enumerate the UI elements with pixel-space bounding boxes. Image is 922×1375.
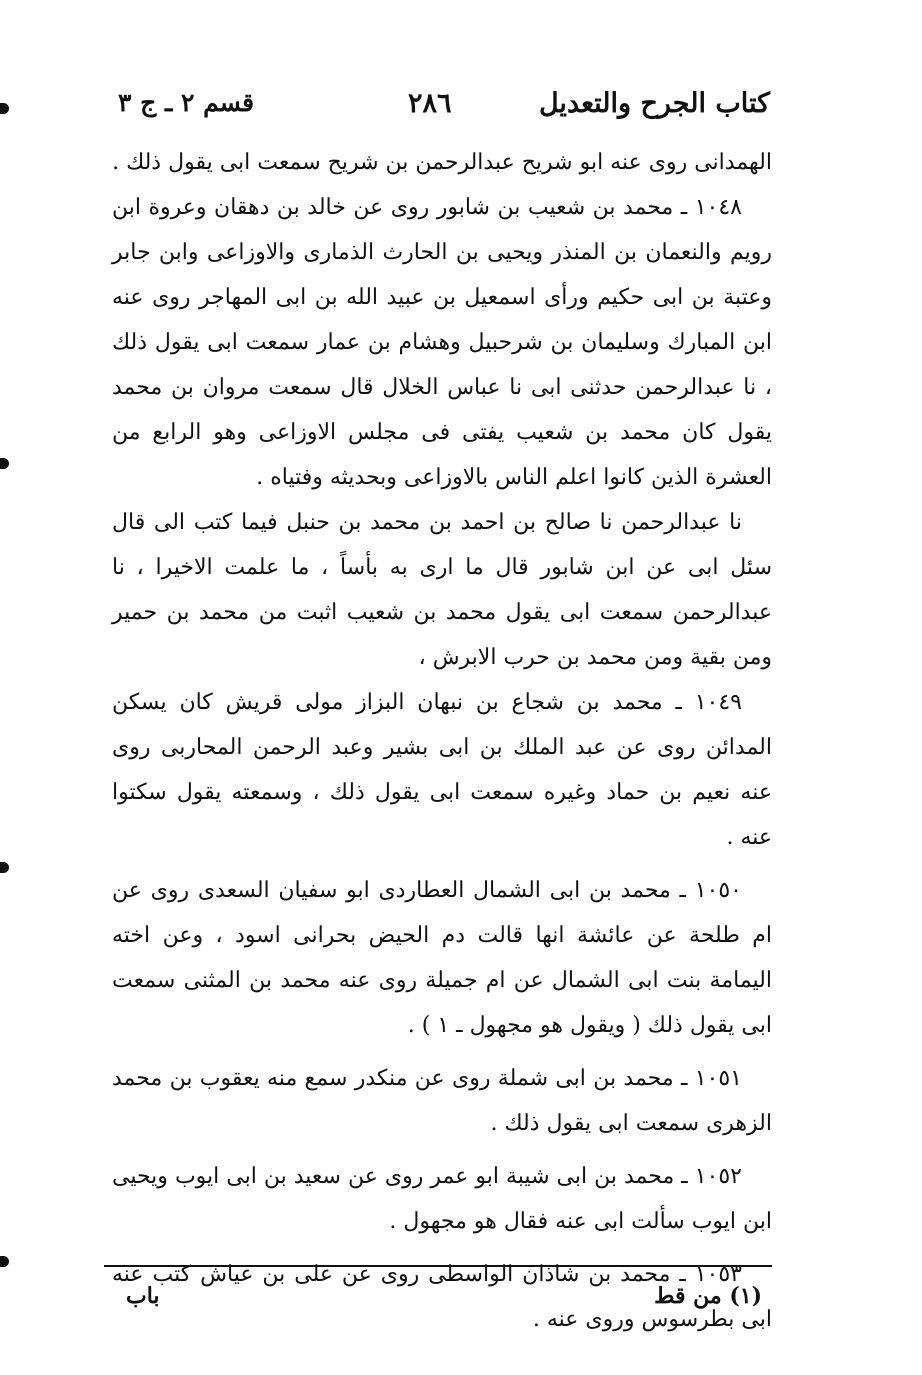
entry-1051: ١٠٥١ ـ محمد بن ابى شملة روى عن منكدر سمع منه يعقوب بن محمد الزهرى سمعت ابى يقول ذلك . bbox=[112, 1066, 772, 1136]
entry-1050: ١٠٥٠ ـ محمد بن ابى الشمال العطاردى ابو سفيان السعدى روى عن ام طلحة عن عائشة انها قالت دم الحيض بحرانى اسود ، وعن اخته اليمامة بنت ابى الشمال عن ام جميلة روى عنه محمد بن المثنى سمعت ابى يقول ذلك ( ويقول هو مجهول ـ ١ ) . bbox=[112, 878, 772, 1038]
page-edge-mark bbox=[0, 103, 9, 114]
paragraph-1048-note: نا عبدالرحمن نا صالح بن احمد بن محمد بن حنبل فيما كتب الى قال سئل ابى عن ابن شابور قال ما ارى به بأساً ، ما علمت الاخيرا ، نا عبدالرحمن سمعت ابى يقول محمد بن شعيب اثبت من محمد بن حمير ومن بقية ومن محمد بن حرب الابرش ، bbox=[112, 510, 772, 670]
page-edge-mark bbox=[0, 458, 9, 469]
section-label: قسم ٢ ـ ج ٣ bbox=[118, 88, 255, 117]
entry-1048: ١٠٤٨ ـ محمد بن شعيب بن شابور روى عن خالد بن دهقان وعروة ابن رويم والنعمان بن المنذر ويحيى بن الحارث الذمارى والاوزاعى وابن جابر وعتبة بن ابى حكيم ورأى اسمعيل بن عبيد الله بن ابى المهاجر روى عنه ابن المبارك وسليمان بن شرحبيل وهشام بن عمار سمعت ابى يقول ذلك ، نا عبدالرحمن حدثنى ابى نا عباس الخلال قال سمعت مروان بن محمد يقول كان محمد بن شعيب يفتى فى مجلس الاوزاعى وهو الرابع من العشرة الذين كانوا اعلم الناس بالاوزاعى وبحديثه وفتياه . bbox=[112, 195, 772, 490]
catchword: باب bbox=[126, 1283, 160, 1309]
running-header bbox=[118, 88, 770, 128]
book-title: كتاب الجرح والتعديل bbox=[538, 88, 770, 119]
page-edge-mark bbox=[0, 862, 9, 873]
entry-1053: ١٠٥٣ ـ محمد بن شاذان الواسطى روى عن على بن عياش كتب عنه ابى بطرسوس وروى عنه . bbox=[112, 1262, 772, 1332]
footnote: (١) من قط bbox=[654, 1283, 762, 1309]
footnote-divider bbox=[104, 1265, 772, 1267]
entry-1049: ١٠٤٩ ـ محمد بن شجاع بن نبهان البزاز مولى قريش كان يسكن المدائن روى عن عبد الملك بن ابى بشير وعبد الرحمن المحاربى روى عنه نعيم بن حماد وغيره سمعت ابى يقول ذلك ، وسمعته يقول سكتوا عنه . bbox=[112, 690, 772, 850]
page-edge-mark bbox=[0, 1256, 9, 1267]
paragraph-continuation: الهمدانى روى عنه ابو شريح عبدالرحمن بن شريح سمعت ابى يقول ذلك . bbox=[112, 150, 772, 175]
entry-1052: ١٠٥٢ ـ محمد بن ابى شيبة ابو عمر روى عن سعيد بن ابى ايوب ويحيى ابن ايوب سألت ابى عنه فقال هو مجهول . bbox=[112, 1164, 772, 1234]
main-text bbox=[112, 140, 772, 1342]
page-number: ٢٨٦ bbox=[408, 88, 452, 119]
